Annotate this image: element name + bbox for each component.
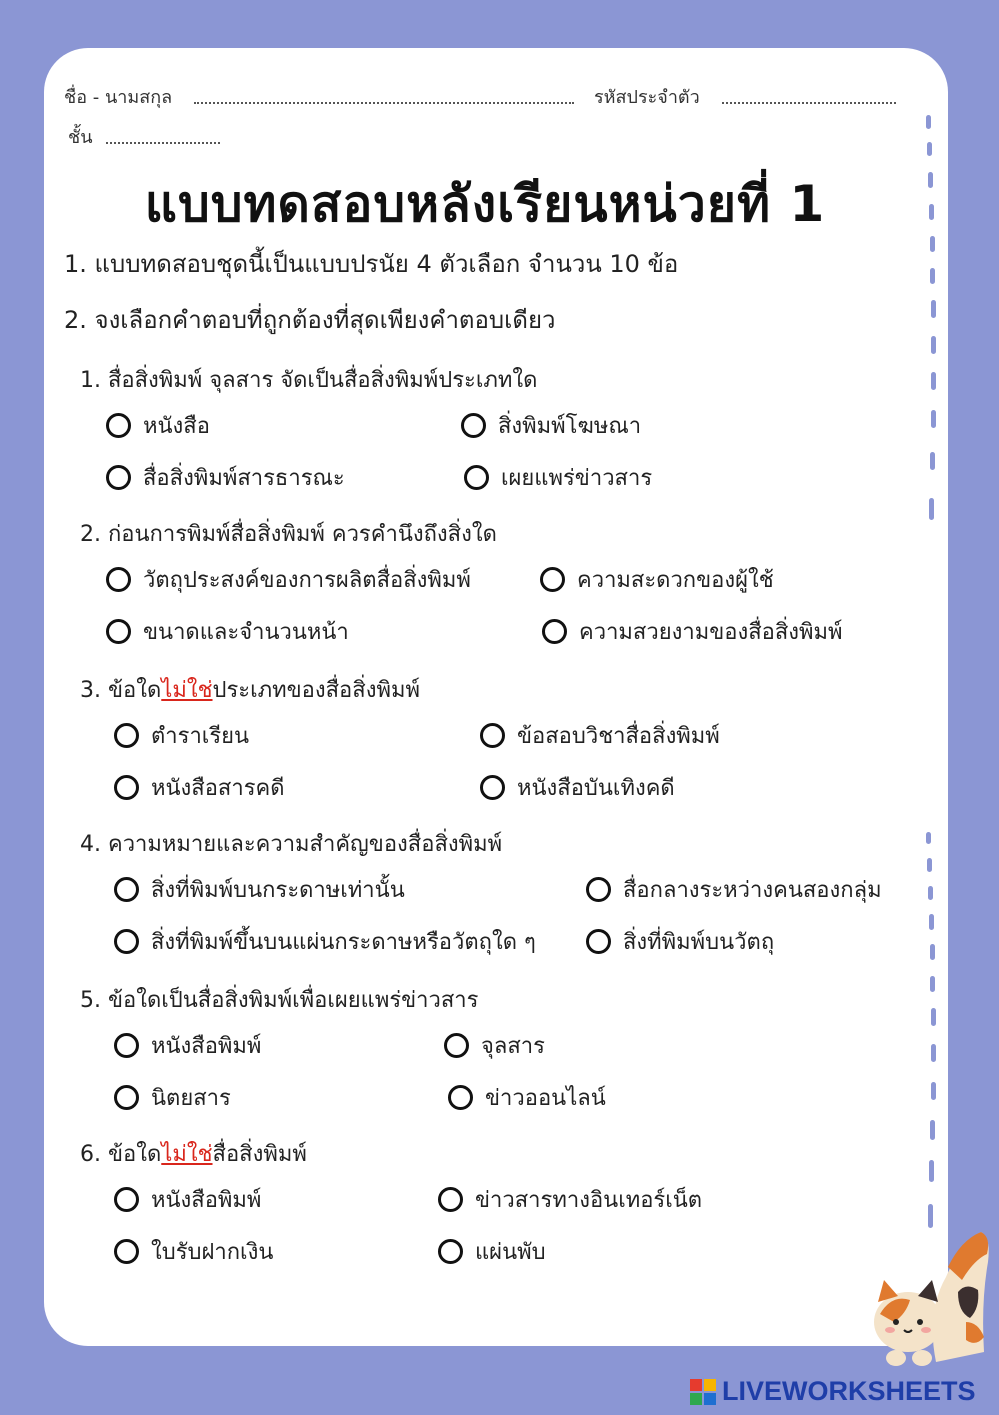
radio-circle-icon[interactable]	[542, 619, 567, 644]
instruction-2: 2. จงเลือกคำตอบที่ถูกต้องที่สุดเพียงคำตอบเดียว	[64, 306, 556, 334]
q5-option-d[interactable]: ข่าวออนไลน์	[448, 1080, 606, 1115]
q6-option-b[interactable]: ข่าวสารทางอินเทอร์เน็ต	[438, 1182, 702, 1217]
radio-circle-icon[interactable]	[480, 723, 505, 748]
radio-circle-icon[interactable]	[448, 1085, 473, 1110]
q6-option-a[interactable]: หนังสือพิมพ์	[114, 1182, 261, 1217]
logo-mark-icon	[690, 1379, 716, 1405]
q2-option-c[interactable]: ขนาดและจำนวนหน้า	[106, 614, 349, 649]
q3-option-b[interactable]: ข้อสอบวิชาสื่อสิ่งพิมพ์	[480, 718, 720, 753]
radio-circle-icon[interactable]	[106, 413, 131, 438]
radio-circle-icon[interactable]	[464, 465, 489, 490]
class-field[interactable]	[106, 142, 220, 144]
q5-option-b[interactable]: จุลสาร	[444, 1028, 545, 1063]
radio-circle-icon[interactable]	[438, 1239, 463, 1264]
cat-illustration-icon	[866, 1222, 996, 1372]
radio-circle-icon[interactable]	[106, 465, 131, 490]
radio-circle-icon[interactable]	[114, 775, 139, 800]
q4-option-c[interactable]: สิ่งที่พิมพ์ขึ้นบนแผ่นกระดาษหรือวัตถุใด ๆ	[114, 924, 536, 959]
question-4: 4. ความหมายและความสำคัญของสื่อสิ่งพิมพ์	[80, 832, 503, 857]
radio-circle-icon[interactable]	[586, 877, 611, 902]
radio-circle-icon[interactable]	[114, 1033, 139, 1058]
q6-option-d[interactable]: แผ่นพับ	[438, 1234, 546, 1269]
radio-circle-icon[interactable]	[461, 413, 486, 438]
q6-option-c[interactable]: ใบรับฝากเงิน	[114, 1234, 273, 1269]
q3-option-c[interactable]: หนังสือสารคดี	[114, 770, 285, 805]
radio-circle-icon[interactable]	[114, 723, 139, 748]
student-id-label: รหัสประจำตัว	[594, 87, 700, 108]
q4-option-b[interactable]: สื่อกลางระหว่างคนสองกลุ่ม	[586, 872, 882, 907]
radio-circle-icon[interactable]	[114, 877, 139, 902]
radio-circle-icon[interactable]	[106, 567, 131, 592]
radio-circle-icon[interactable]	[114, 929, 139, 954]
page-title: แบบทดสอบหลังเรียนหน่วยที่ 1	[144, 175, 826, 233]
q3-option-a[interactable]: ตำราเรียน	[114, 718, 249, 753]
radio-circle-icon[interactable]	[114, 1239, 139, 1264]
radio-circle-icon[interactable]	[540, 567, 565, 592]
q3-option-d[interactable]: หนังสือบันเทิงคดี	[480, 770, 675, 805]
q4-option-d[interactable]: สิ่งที่พิมพ์บนวัตถุ	[586, 924, 774, 959]
radio-circle-icon[interactable]	[438, 1187, 463, 1212]
liveworksheets-logo: LIVEWORKSHEETS	[690, 1376, 976, 1407]
q5-option-c[interactable]: นิตยสาร	[114, 1080, 231, 1115]
name-label: ชื่อ - นามสกุล	[64, 87, 173, 108]
q2-option-d[interactable]: ความสวยงามของสื่อสิ่งพิมพ์	[542, 614, 843, 649]
radio-circle-icon[interactable]	[114, 1187, 139, 1212]
question-5: 5. ข้อใดเป็นสื่อสิ่งพิมพ์เพื่อเผยแพร่ข่าวสาร	[80, 988, 479, 1013]
name-field[interactable]	[194, 102, 574, 104]
class-label: ชั้น	[68, 127, 93, 148]
question-6: 6. ข้อใดไม่ใช่สื่อสิ่งพิมพ์	[80, 1142, 307, 1167]
question-1: 1. สื่อสิ่งพิมพ์ จุลสาร จัดเป็นสื่อสิ่งพิมพ์ประเภทใด	[80, 368, 538, 393]
q2-option-b[interactable]: ความสะดวกของผู้ใช้	[540, 562, 774, 597]
q1-option-c[interactable]: สื่อสิ่งพิมพ์สารธารณะ	[106, 460, 345, 495]
student-id-field[interactable]	[722, 102, 896, 104]
radio-circle-icon[interactable]	[480, 775, 505, 800]
radio-circle-icon[interactable]	[106, 619, 131, 644]
q1-option-a[interactable]: หนังสือ	[106, 408, 210, 443]
question-3: 3. ข้อใดไม่ใช่ประเภทของสื่อสิ่งพิมพ์	[80, 678, 420, 703]
radio-circle-icon[interactable]	[586, 929, 611, 954]
q4-option-a[interactable]: สิ่งที่พิมพ์บนกระดาษเท่านั้น	[114, 872, 405, 907]
radio-circle-icon[interactable]	[444, 1033, 469, 1058]
negation-word: ไม่ใช่	[161, 678, 213, 703]
negation-word: ไม่ใช่	[161, 1142, 213, 1167]
radio-circle-icon[interactable]	[114, 1085, 139, 1110]
question-2: 2. ก่อนการพิมพ์สื่อสิ่งพิมพ์ ควรคำนึงถึงสิ่งใด	[80, 522, 497, 547]
instruction-1: 1. แบบทดสอบชุดนี้เป็นแบบปรนัย 4 ตัวเลือก จำนวน 10 ข้อ	[64, 250, 679, 278]
q2-option-a[interactable]: วัตถุประสงค์ของการผลิตสื่อสิ่งพิมพ์	[106, 562, 471, 597]
q5-option-a[interactable]: หนังสือพิมพ์	[114, 1028, 261, 1063]
q1-option-b[interactable]: สิ่งพิมพ์โฆษณา	[461, 408, 641, 443]
q1-option-d[interactable]: เผยแพร่ข่าวสาร	[464, 460, 652, 495]
